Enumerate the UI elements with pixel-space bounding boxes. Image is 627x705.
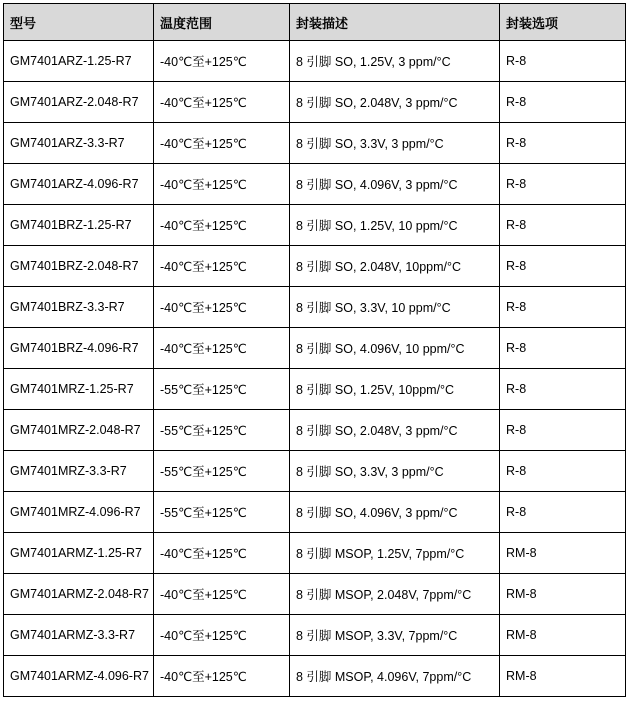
cell-package-description: 8 引脚 SO, 1.25V, 10 ppm/°C (290, 205, 500, 246)
cell-model: GM7401ARMZ-1.25-R7 (4, 533, 154, 574)
cell-package-description: 8 引脚 SO, 2.048V, 3 ppm/°C (290, 410, 500, 451)
cell-model: GM7401BRZ-3.3-R7 (4, 287, 154, 328)
cell-model: GM7401ARZ-1.25-R7 (4, 41, 154, 82)
cell-temperature-range: -40℃至+125℃ (154, 41, 290, 82)
header-temperature-range: 温度范围 (154, 4, 290, 41)
cell-package-description: 8 引脚 SO, 1.25V, 10ppm/°C (290, 369, 500, 410)
cell-temperature-range: -40℃至+125℃ (154, 656, 290, 697)
cell-temperature-range: -40℃至+125℃ (154, 328, 290, 369)
cell-temperature-range: -40℃至+125℃ (154, 205, 290, 246)
table-row (4, 205, 626, 246)
cell-model: GM7401BRZ-2.048-R7 (4, 246, 154, 287)
cell-temperature-range: -40℃至+125℃ (154, 287, 290, 328)
cell-package-description: 8 引脚 SO, 3.3V, 10 ppm/°C (290, 287, 500, 328)
table-row (4, 123, 626, 164)
cell-model: GM7401MRZ-2.048-R7 (4, 410, 154, 451)
cell-model: GM7401ARMZ-3.3-R7 (4, 615, 154, 656)
cell-package-description: 8 引脚 SO, 2.048V, 10ppm/°C (290, 246, 500, 287)
cell-model: GM7401ARMZ-2.048-R7 (4, 574, 154, 615)
table-body (4, 41, 626, 697)
cell-package-option: R-8 (500, 205, 626, 246)
cell-model: GM7401MRZ-4.096-R7 (4, 492, 154, 533)
cell-temperature-range: -40℃至+125℃ (154, 246, 290, 287)
cell-package-option: R-8 (500, 328, 626, 369)
cell-temperature-range: -40℃至+125℃ (154, 82, 290, 123)
cell-package-description: 8 引脚 SO, 3.3V, 3 ppm/°C (290, 123, 500, 164)
cell-package-description: 8 引脚 SO, 3.3V, 3 ppm/°C (290, 451, 500, 492)
table-row (4, 287, 626, 328)
cell-temperature-range: -55℃至+125℃ (154, 410, 290, 451)
cell-package-option: R-8 (500, 246, 626, 287)
cell-temperature-range: -40℃至+125℃ (154, 615, 290, 656)
cell-package-option: RM-8 (500, 574, 626, 615)
cell-package-description: 8 引脚 SO, 4.096V, 3 ppm/°C (290, 492, 500, 533)
cell-temperature-range: -55℃至+125℃ (154, 492, 290, 533)
cell-package-description: 8 引脚 SO, 1.25V, 3 ppm/°C (290, 41, 500, 82)
table-row (4, 451, 626, 492)
table-row (4, 328, 626, 369)
cell-model: GM7401MRZ-3.3-R7 (4, 451, 154, 492)
table-row (4, 82, 626, 123)
cell-package-option: R-8 (500, 287, 626, 328)
cell-temperature-range: -55℃至+125℃ (154, 451, 290, 492)
cell-temperature-range: -40℃至+125℃ (154, 123, 290, 164)
cell-package-description: 8 引脚 MSOP, 1.25V, 7ppm/°C (290, 533, 500, 574)
cell-package-option: R-8 (500, 164, 626, 205)
table-row (4, 656, 626, 697)
cell-package-option: R-8 (500, 492, 626, 533)
cell-package-option: R-8 (500, 123, 626, 164)
cell-model: GM7401MRZ-1.25-R7 (4, 369, 154, 410)
cell-package-option: RM-8 (500, 656, 626, 697)
cell-model: GM7401ARZ-4.096-R7 (4, 164, 154, 205)
cell-temperature-range: -55℃至+125℃ (154, 369, 290, 410)
cell-package-option: R-8 (500, 41, 626, 82)
cell-package-option: R-8 (500, 369, 626, 410)
cell-model: GM7401ARZ-3.3-R7 (4, 123, 154, 164)
header-package-option: 封装选项 (500, 4, 626, 41)
table-row (4, 41, 626, 82)
cell-package-description: 8 引脚 SO, 4.096V, 10 ppm/°C (290, 328, 500, 369)
ordering-table (3, 3, 626, 697)
cell-temperature-range: -40℃至+125℃ (154, 574, 290, 615)
table-header-row (4, 4, 626, 41)
cell-model: GM7401BRZ-1.25-R7 (4, 205, 154, 246)
cell-package-option: RM-8 (500, 615, 626, 656)
cell-package-description: 8 引脚 MSOP, 2.048V, 7ppm/°C (290, 574, 500, 615)
cell-temperature-range: -40℃至+125℃ (154, 533, 290, 574)
header-model: 型号 (4, 4, 154, 41)
table-row (4, 164, 626, 205)
cell-package-option: R-8 (500, 410, 626, 451)
cell-temperature-range: -40℃至+125℃ (154, 164, 290, 205)
table-row (4, 574, 626, 615)
header-package-description: 封装描述 (290, 4, 500, 41)
cell-model: GM7401BRZ-4.096-R7 (4, 328, 154, 369)
table-row (4, 410, 626, 451)
table-row (4, 246, 626, 287)
cell-package-option: R-8 (500, 82, 626, 123)
cell-package-description: 8 引脚 MSOP, 4.096V, 7ppm/°C (290, 656, 500, 697)
cell-package-option: R-8 (500, 451, 626, 492)
cell-model: GM7401ARMZ-4.096-R7 (4, 656, 154, 697)
cell-package-description: 8 引脚 SO, 4.096V, 3 ppm/°C (290, 164, 500, 205)
cell-package-option: RM-8 (500, 533, 626, 574)
table-row (4, 369, 626, 410)
table-row (4, 533, 626, 574)
cell-model: GM7401ARZ-2.048-R7 (4, 82, 154, 123)
cell-package-description: 8 引脚 SO, 2.048V, 3 ppm/°C (290, 82, 500, 123)
table-row (4, 615, 626, 656)
cell-package-description: 8 引脚 MSOP, 3.3V, 7ppm/°C (290, 615, 500, 656)
table-row (4, 492, 626, 533)
